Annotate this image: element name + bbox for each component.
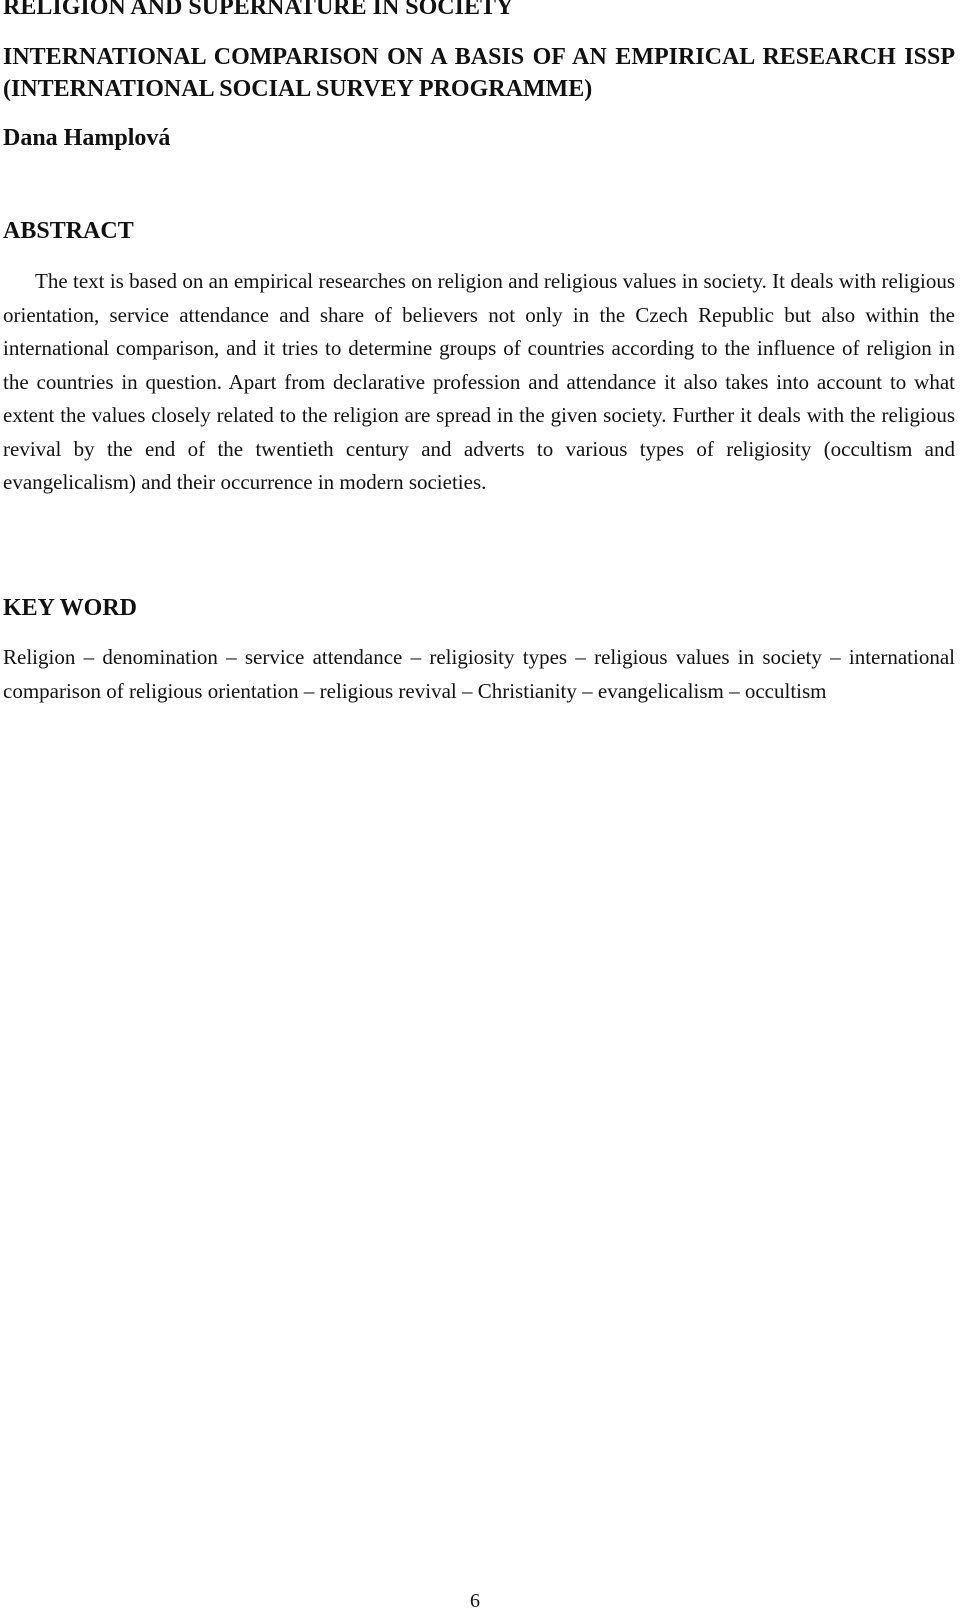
keyword-heading: KEY WORD (3, 595, 138, 621)
document-subtitle: INTERNATIONAL COMPARISON ON A BASIS OF AN EMPIRICAL RESEARCH ISSP (INTERNATIONAL SOCIAL SURVEY PROGRAMME) (3, 44, 955, 102)
author-name: Dana Hamplová (3, 125, 171, 151)
abstract-heading: ABSTRACT (3, 218, 134, 244)
abstract-paragraph: The text is based on an empirical researches on religion and religious values in society. It deals with religious orientation, service attendance and share of believers not only in the Czech Republic but also within the international comparison, and it tries to determine groups of countries according to the influence of religion in the countries in question. Apart from declarative profession and attendance it also takes into account to what extent the values closely related to the religion are spread in the given society. Further it deals with the religious revival by the end of the twentieth century and adverts to various types of religiosity (occultism and evangelicalism) and their occurrence in modern societies. (3, 269, 955, 494)
keyword-list: Religion – denomination – service attendance – religiosity types – religious values in society – international comparison of religious orientation – religious revival – Christianity – evangelicalism – occultism (3, 645, 955, 703)
document-title: RELIGION AND SUPERNATURE IN SOCIETY (3, 0, 514, 20)
page-number: 6 (470, 1590, 480, 1612)
